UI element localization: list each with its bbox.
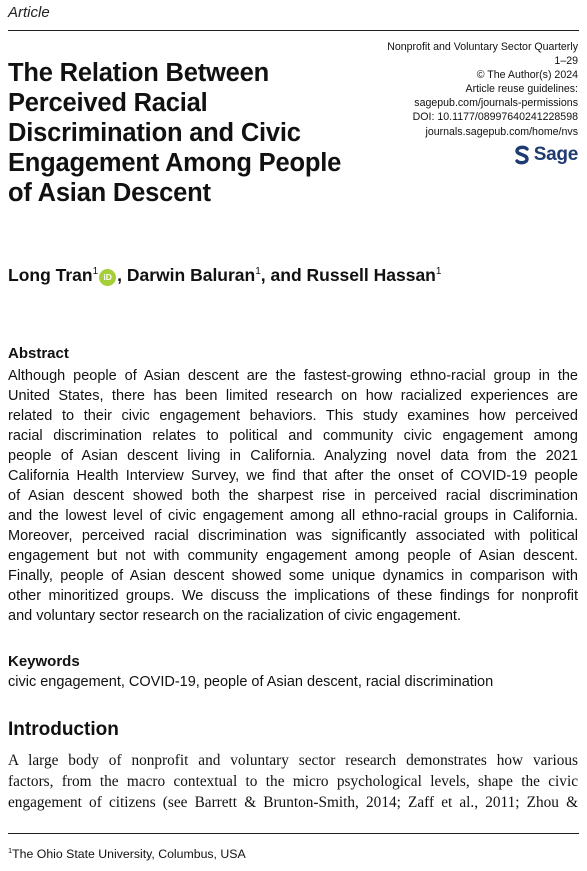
abstract-line: other minoritized groups. We discuss the implications of these findings for nonprofit — [8, 588, 578, 604]
abstract-line: and voluntary sector research on the racialization of civic engagement. — [8, 608, 461, 624]
page-range: 1–29 — [554, 55, 578, 68]
abstract-line: of Asian descent showed both the sharpest rise in perceived racial discrimination — [8, 488, 578, 504]
body-line: engagement of citizens (see Barrett & Brunton-Smith, 2014; Zaff et al., 2011; Zhou & — [8, 794, 578, 811]
footnote-text: The Ohio State University, Columbus, USA — [12, 847, 246, 861]
introduction-heading: Introduction — [8, 719, 119, 740]
publisher-name: Sage — [533, 144, 578, 165]
publisher-logo — [514, 143, 578, 167]
affiliation-marker: 1 — [255, 266, 261, 277]
journal-home-link[interactable]: journals.sagepub.com/home/nvs — [425, 125, 578, 138]
author-name: , Darwin Baluran — [117, 265, 256, 285]
abstract-line: United States, there has been limited research on how racialized experiences are — [8, 388, 578, 404]
abstract-text — [8, 366, 578, 626]
orcid-icon[interactable]: iD — [99, 269, 116, 286]
copyright: © The Author(s) 2024 — [476, 69, 578, 82]
article-type-label: Article — [8, 4, 50, 21]
keywords-list: civic engagement, COVID-19, people of Asian descent, racial discrimination — [8, 674, 494, 690]
reuse-guidelines-label: Article reuse guidelines: — [465, 83, 578, 96]
journal-name: Nonprofit and Voluntary Sector Quarterly — [387, 41, 578, 53]
title-line: The Relation Between — [8, 59, 269, 87]
footnote-rule — [8, 833, 579, 834]
title-line: Engagement Among People — [8, 149, 342, 177]
abstract-line: and the lowest level of civic engagement among all ethno-racial groups in California. — [8, 508, 578, 524]
abstract-line: Moreover, perceived racial discrimination was significantly associated with political — [8, 528, 578, 544]
keywords-heading: Keywords — [8, 653, 80, 670]
abstract-line: Finally, people of Asian descent showed some unique dynamics in comparison with — [8, 568, 578, 584]
affiliation-marker: 1 — [92, 266, 99, 277]
title-line: of Asian Descent — [8, 179, 211, 207]
title-line: Perceived Racial — [8, 89, 208, 117]
abstract-line: Although people of Asian descent are the fastest-growing ethno-racial group in the — [8, 368, 578, 384]
abstract-heading: Abstract — [8, 345, 69, 362]
title-line: Discrimination and Civic — [8, 119, 301, 147]
introduction-text — [8, 750, 578, 813]
abstract-line: related to their civic engagement behaviors. This study examines how perceived — [8, 408, 578, 424]
journal-meta — [348, 40, 578, 139]
abstract-line: people of Asian descent living in California. Analyzing novel data from the 2021 — [8, 448, 578, 464]
footnote-marker: 1 — [8, 846, 13, 855]
abstract-line: engagement but not with community engagement among people of Asian descent. — [8, 548, 578, 564]
author-name: Long Tran — [8, 265, 93, 285]
permissions-link[interactable]: sagepub.com/journals-permissions — [414, 97, 578, 110]
article-title — [8, 58, 378, 208]
doi[interactable]: DOI: 10.1177/08997640241228598 — [412, 111, 578, 124]
affiliation-marker: 1 — [435, 266, 442, 277]
affiliation-footnote — [8, 846, 246, 861]
body-line: factors, from the macro contextual to the micro psychological levels, shape the civic — [8, 773, 578, 790]
abstract-line: racial discrimination relates to political and community civic engagement among — [8, 428, 578, 444]
body-line: A large body of nonprofit and voluntary sector research demonstrates how various — [8, 752, 578, 769]
abstract-line: California Health Interview Survey, we find that after the onset of COVID-19 people — [8, 468, 578, 484]
author-name: , and Russell Hassan — [260, 265, 436, 285]
author-list — [8, 265, 441, 286]
sage-s-icon — [514, 145, 530, 165]
header-rule — [8, 30, 579, 31]
